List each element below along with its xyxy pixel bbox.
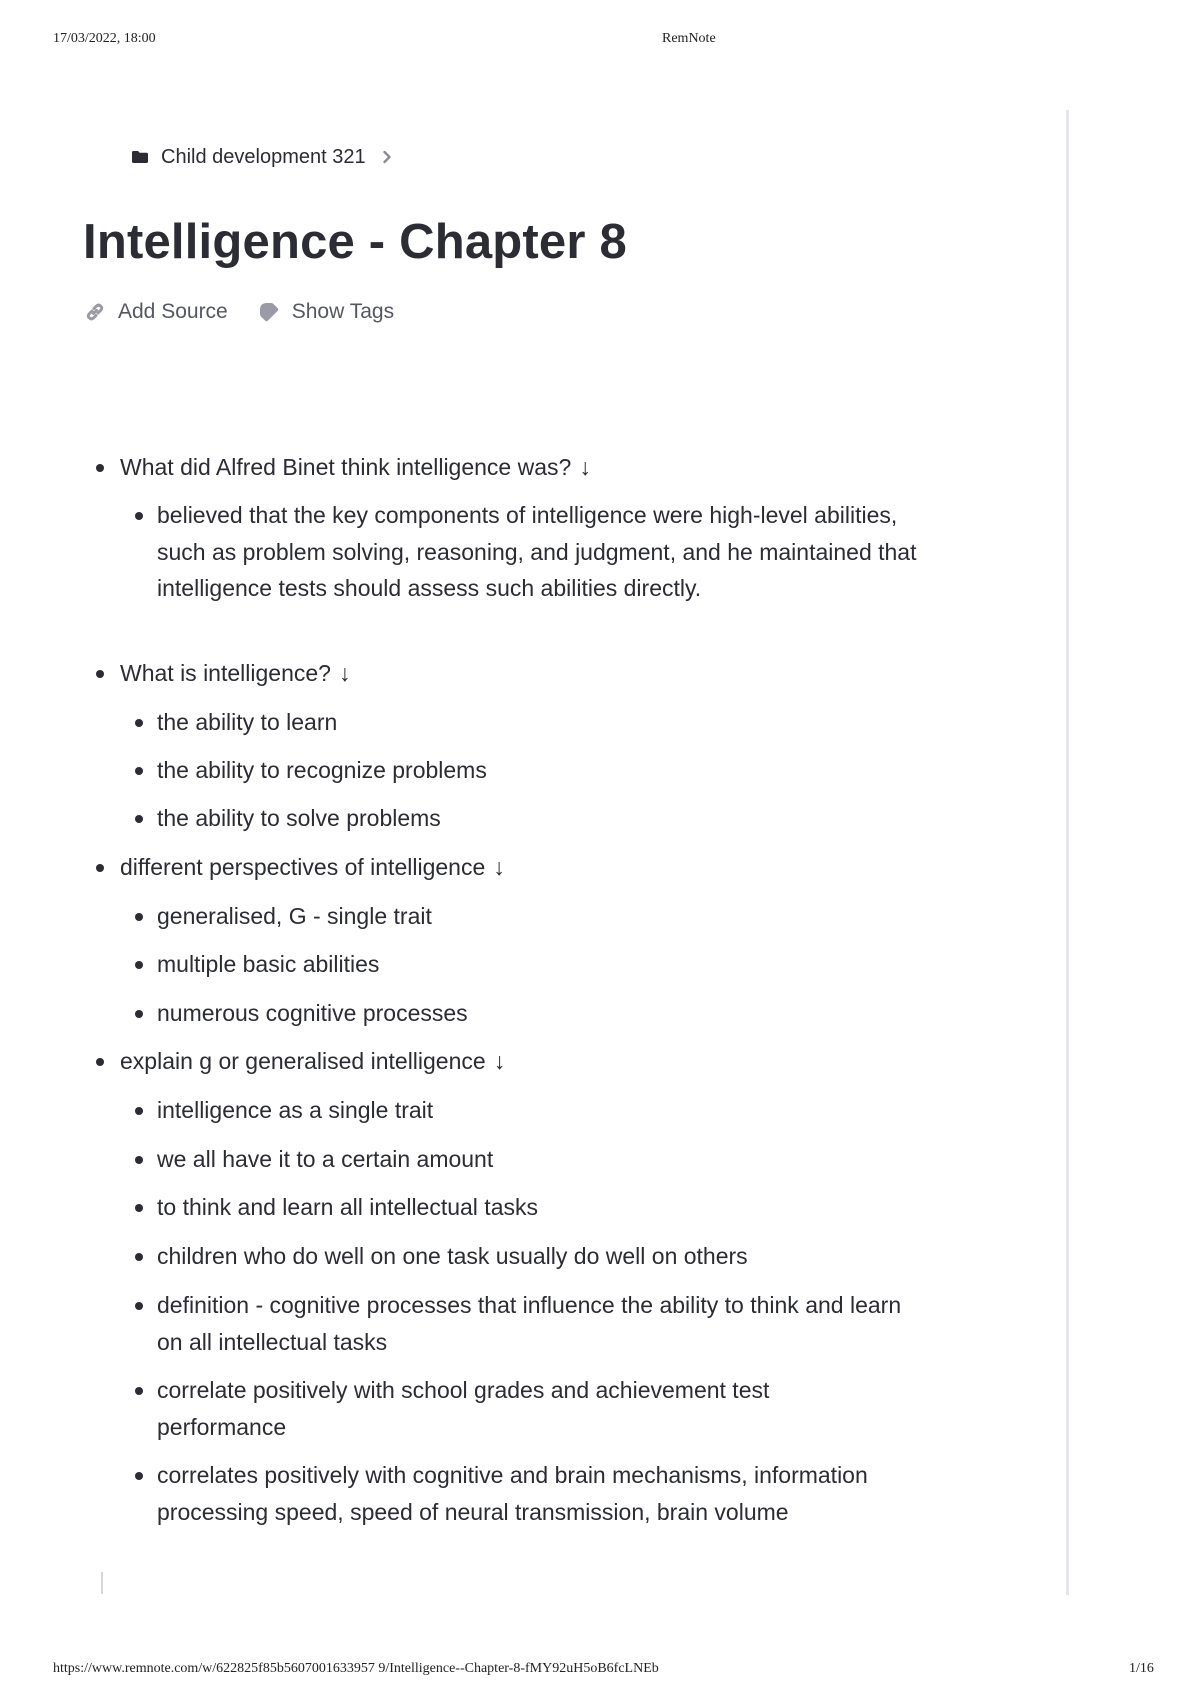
folder-icon <box>131 150 149 164</box>
bullet-icon[interactable] <box>135 913 143 921</box>
outline-item-text[interactable]: What did Alfred Binet think intelligence was? <box>120 454 572 480</box>
outline-child-item[interactable] <box>157 946 937 983</box>
outline-child-item[interactable] <box>157 1092 937 1129</box>
bullet-icon[interactable] <box>135 719 143 727</box>
outline-child-text[interactable]: definition - cognitive processes that influence the ability to think and learn on all intellectual tasks <box>157 1292 902 1355</box>
outline-child-item[interactable] <box>157 995 937 1032</box>
outline-item[interactable] <box>120 449 920 486</box>
outline-child-item[interactable] <box>157 1238 937 1275</box>
outline-child-text[interactable]: correlate positively with school grades and achievement test performance <box>157 1377 770 1440</box>
bullet-icon[interactable] <box>96 670 104 678</box>
print-page-number: 1/16 <box>1129 1661 1154 1676</box>
breadcrumb-folder-label[interactable]: Child development 321 <box>161 145 366 168</box>
link-icon <box>84 301 106 323</box>
arrow-down-icon[interactable]: ↓ <box>493 854 505 880</box>
print-app-name: RemNote <box>662 31 716 46</box>
bullet-icon[interactable] <box>135 1156 143 1164</box>
add-source-label: Add Source <box>118 300 228 323</box>
print-url: https://www.remnote.com/w/622825f85b5607001633957 9/Intelligence--Chapter-8-fMY92uH5oB6fcLNEb <box>53 1661 659 1676</box>
outline-item-text[interactable]: different perspectives of intelligence <box>120 854 486 880</box>
outline-child-item[interactable] <box>157 898 937 935</box>
outline-item-text[interactable]: explain g or generalised intelligence <box>120 1048 486 1074</box>
show-tags-button[interactable] <box>258 300 394 324</box>
arrow-down-icon[interactable]: ↓ <box>338 660 351 686</box>
bullet-icon[interactable] <box>96 864 104 872</box>
bullet-icon[interactable] <box>96 464 104 472</box>
breadcrumb[interactable] <box>131 144 392 170</box>
outline-child-text[interactable]: believed that the key components of intelligence were high-level abilities, such as problem solving, reasoning, and judgment, and he maintained that intelligence tests should assess such abilities directly. <box>157 502 917 601</box>
outline-child-item[interactable] <box>157 1372 897 1445</box>
outline-child-text[interactable]: the ability to solve problems <box>157 805 441 831</box>
bullet-icon[interactable] <box>135 1472 143 1480</box>
outline-item[interactable] <box>120 1043 920 1080</box>
bullet-icon[interactable] <box>135 1387 143 1395</box>
outline-child-item[interactable] <box>157 752 937 789</box>
bullet-icon[interactable] <box>135 1204 143 1212</box>
bullet-icon[interactable] <box>135 1302 143 1310</box>
outline-child-text[interactable]: the ability to learn <box>157 709 338 735</box>
outline-child-text[interactable]: numerous cognitive processes <box>157 1000 468 1026</box>
page-title: Intelligence - Chapter 8 <box>83 215 627 269</box>
arrow-down-icon[interactable]: ↓ <box>493 1048 506 1074</box>
arrow-down-icon[interactable]: ↓ <box>579 454 591 480</box>
outline-child-item[interactable] <box>157 704 937 741</box>
outline-child-item[interactable] <box>157 1457 937 1530</box>
outline-child-item[interactable] <box>157 1189 937 1226</box>
text-cursor-marker <box>101 1572 103 1594</box>
print-datetime: 17/03/2022, 18:00 <box>53 31 156 46</box>
outline-item[interactable] <box>120 849 920 886</box>
bullet-icon[interactable] <box>135 1253 143 1261</box>
bullet-icon[interactable] <box>135 767 143 775</box>
bullet-icon[interactable] <box>135 512 143 520</box>
bullet-icon[interactable] <box>135 1107 143 1115</box>
outline-child-text[interactable]: correlates positively with cognitive and brain mechanisms, information processing speed, speed of neural transmission, brain volume <box>157 1462 868 1525</box>
bullet-icon[interactable] <box>135 961 143 969</box>
document-meta-actions <box>84 298 394 326</box>
outline-child-text[interactable]: children who do well on one task usually do well on others <box>157 1243 748 1269</box>
tag-icon <box>258 301 280 323</box>
outline-child-item[interactable] <box>157 497 937 607</box>
outline-child-text[interactable]: to think and learn all intellectual tasks <box>157 1194 538 1220</box>
outline-child-text[interactable]: generalised, G - single trait <box>157 903 432 929</box>
add-source-button[interactable] <box>84 300 228 324</box>
outline-child-item[interactable] <box>157 1141 937 1178</box>
bullet-icon[interactable] <box>96 1058 104 1066</box>
outline-child-item[interactable] <box>157 1287 927 1360</box>
outline-child-text[interactable]: we all have it to a certain amount <box>157 1146 494 1172</box>
outline-item-text[interactable]: What is intelligence? <box>120 660 331 686</box>
document-scroll-rule <box>1066 110 1069 1595</box>
outline-child-item[interactable] <box>157 800 937 837</box>
chevron-right-icon[interactable] <box>382 150 392 164</box>
bullet-icon[interactable] <box>135 815 143 823</box>
bullet-icon[interactable] <box>135 1010 143 1018</box>
outline-item[interactable] <box>120 655 920 692</box>
outline-child-text[interactable]: intelligence as a single trait <box>157 1097 434 1123</box>
outline-child-text[interactable]: the ability to recognize problems <box>157 757 487 783</box>
outline-child-text[interactable]: multiple basic abilities <box>157 951 380 977</box>
show-tags-label: Show Tags <box>291 300 395 323</box>
